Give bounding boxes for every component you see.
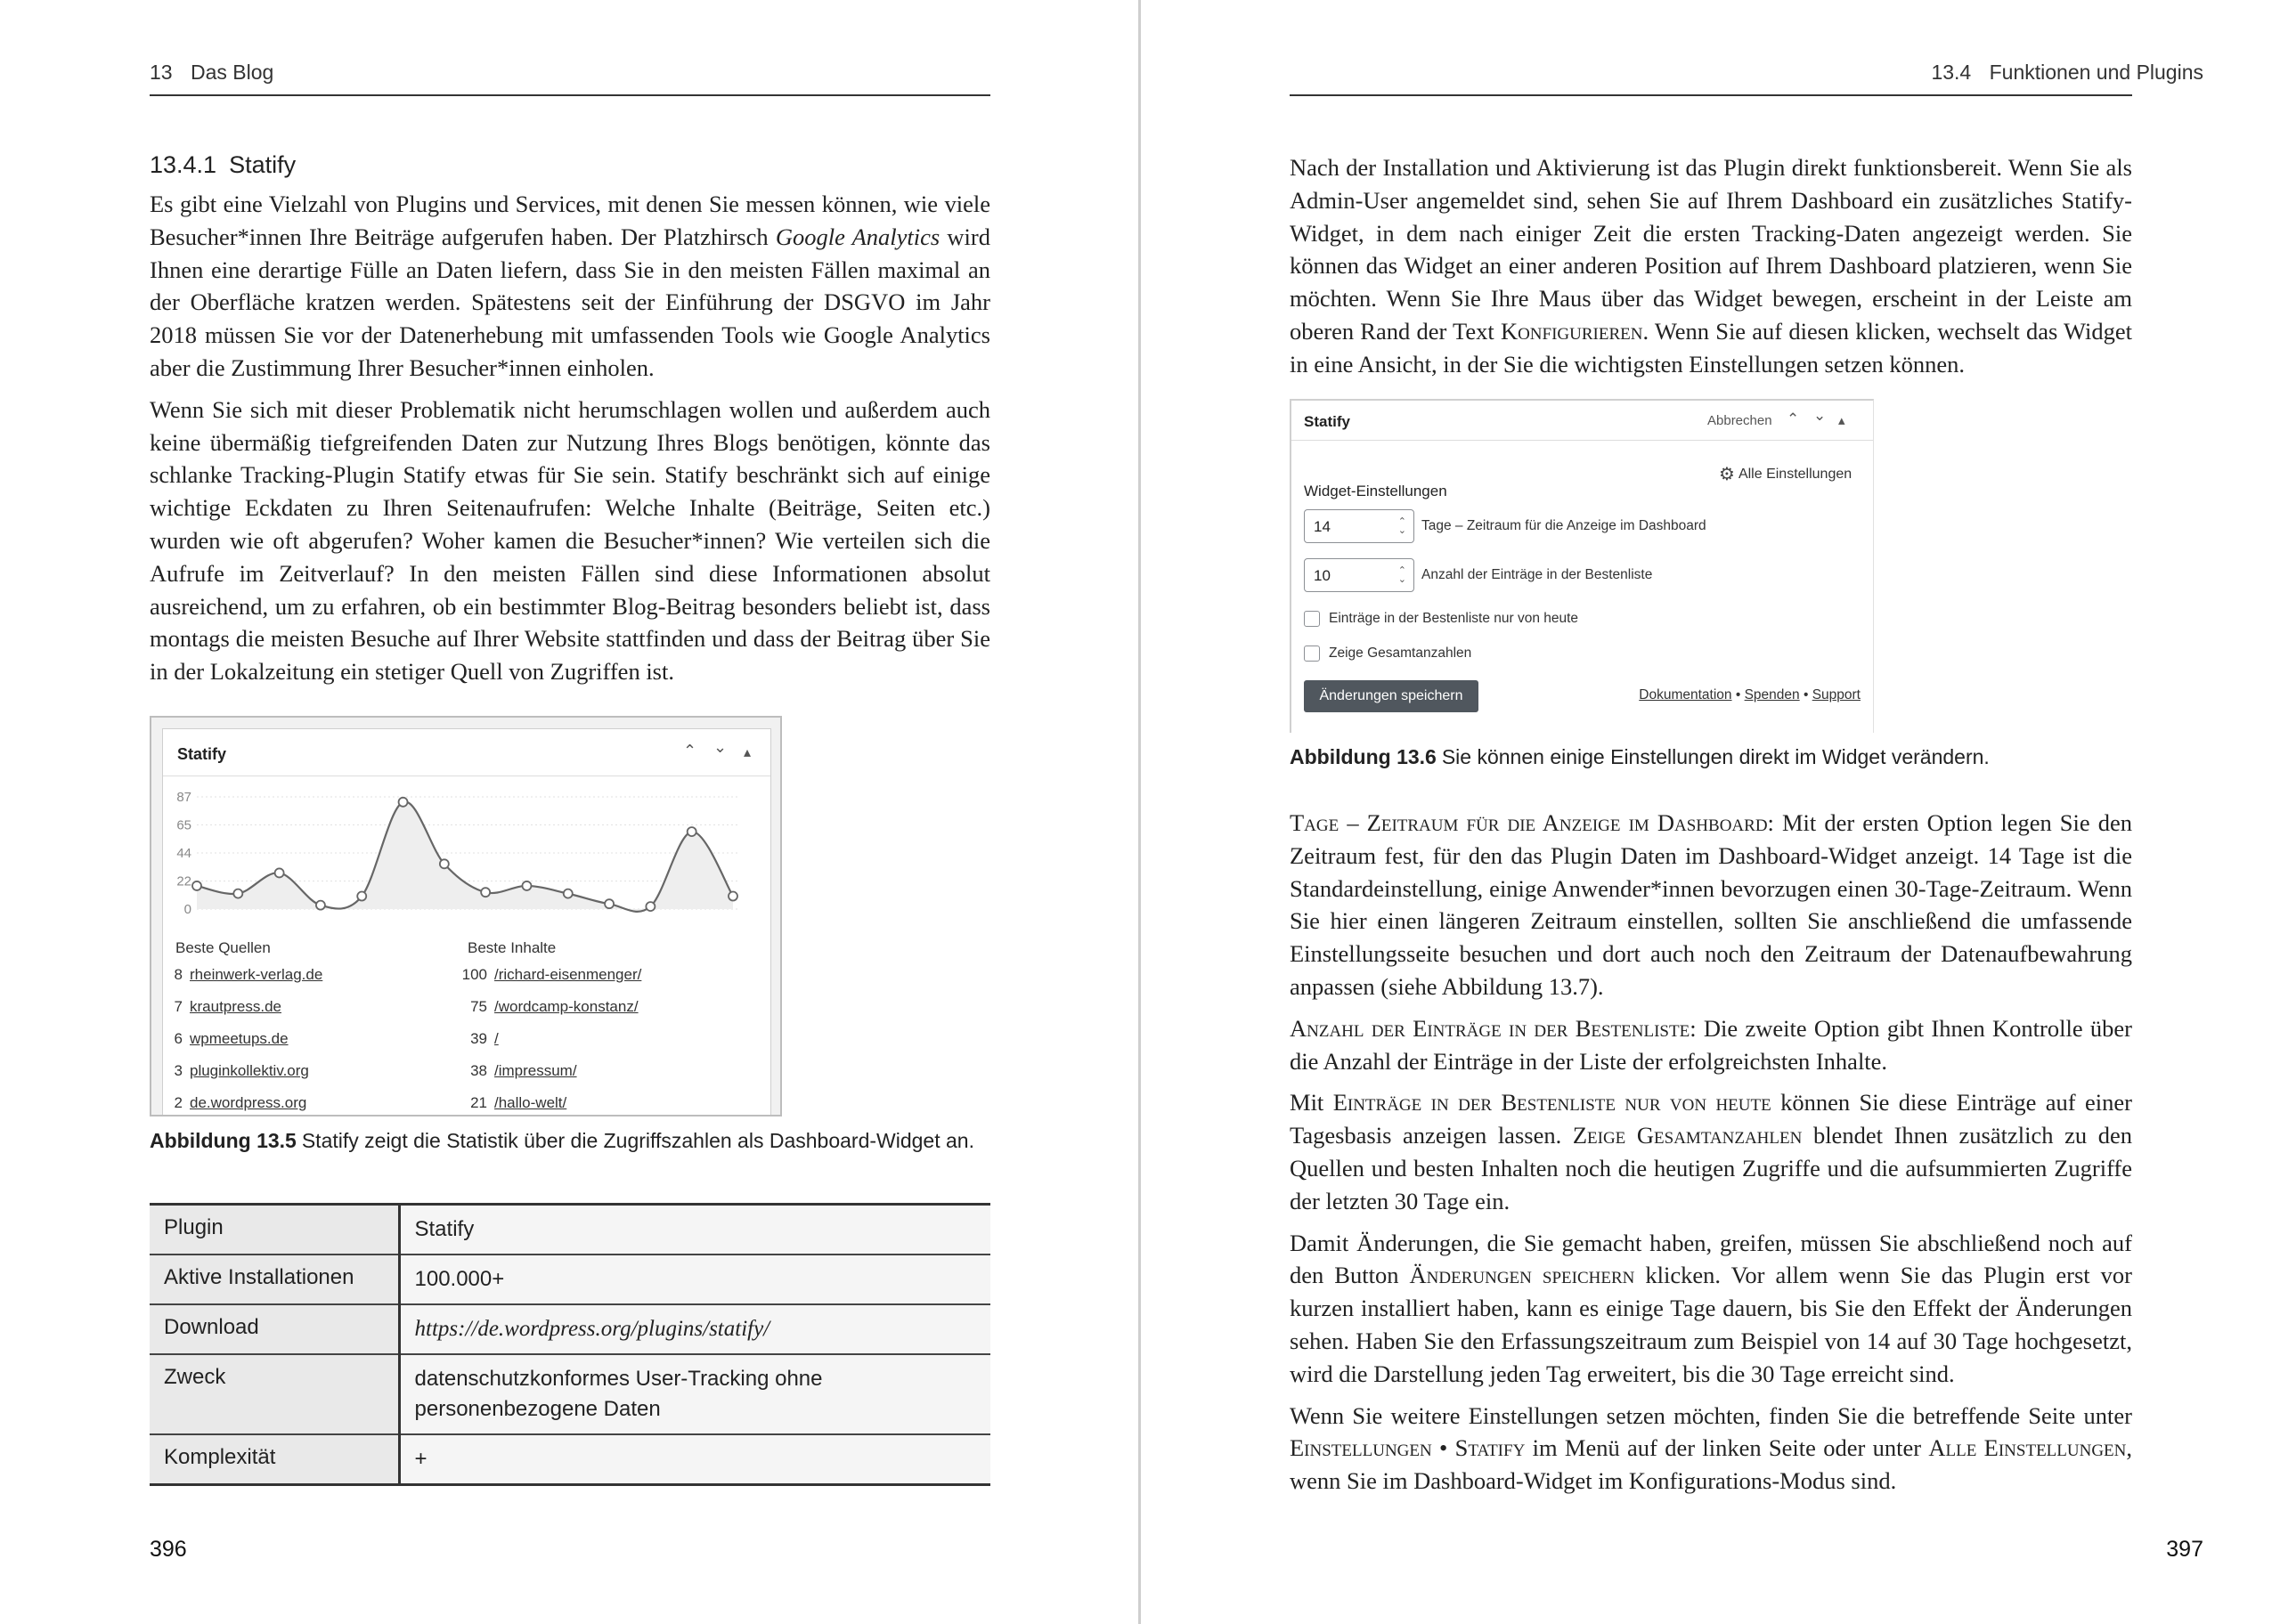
section-number: 13.4.1 [150,151,217,178]
chevron-down-icon[interactable]: ⌄ [713,738,728,757]
visits-line-chart [163,777,774,934]
data-point[interactable] [481,888,490,897]
data-point[interactable] [688,827,696,836]
top-content-heading: Beste Inhalte [468,939,557,956]
plugin-info-table [150,1203,990,1486]
data-point[interactable] [316,901,325,910]
cancel-link[interactable]: Abbrechen [1707,413,1772,428]
days-input-label: Tage – Zeitraum für die Anzeige im Dashboard [1421,518,1706,533]
source-link[interactable]: de.wordpress.org [190,1094,307,1111]
chevron-up-icon[interactable]: ⌃ [683,742,697,760]
table-value-cell: Statify [399,1205,990,1255]
collapse-triangle-icon[interactable]: ▴ [1838,412,1845,428]
entries-value: 10 [1314,567,1331,584]
source-list-item: 3 pluginkollektiv.org [174,1062,309,1079]
show-totals-label: Zeige Gesamtanzahlen [1329,646,1472,661]
days-value: 14 [1314,518,1331,535]
content-link[interactable]: /wordcamp-konstanz/ [494,998,639,1015]
y-tick-label: 87 [176,790,191,805]
running-header-right [1931,61,2203,85]
right-page [1141,0,2280,1624]
widget-title: Statify [177,745,227,763]
table-key-cell: Komplexität [150,1434,399,1485]
content-list-item: 21 /hallo-welt/ [470,1094,567,1111]
content-list-item: 39 / [470,1030,499,1047]
header-section-title: Funktionen und Plugins [1989,61,2203,84]
content-list-item: 75 /wordcamp-konstanz/ [470,998,639,1015]
entries-input-label: Anzahl der Einträge in der Bestenliste [1421,567,1653,582]
data-point[interactable] [646,902,655,911]
content-link[interactable]: /hallo-welt/ [494,1094,567,1111]
source-link[interactable]: rheinwerk-verlag.de [190,966,323,983]
content-list-item: 38 /impressum/ [470,1062,577,1079]
table-value-cell: + [399,1434,990,1485]
left-text-column [150,151,990,697]
widget-settings-label: Widget-Einstellungen [1304,483,1447,499]
today-only-checkbox[interactable] [1304,611,1320,627]
figure-caption-text: Statify zeigt die Statistik über die Zugriffszahlen als Dashboard-Widget an. [301,1129,974,1152]
save-changes-button[interactable]: Änderungen speichern [1304,680,1478,712]
figure-label: Abbildung 13.5 [150,1129,297,1152]
figure-caption-13-5 [150,1129,974,1153]
table-row [150,1434,990,1485]
y-tick-label: 65 [176,817,191,833]
paragraph: Wenn Sie sich mit dieser Problematik nicht herumschlagen wollen und außerdem auch keine übermäßig tiefgreifenden Daten zur Nutzung Ihres Blogs benötigen, könnte das schlanke Tracking-Plugin Statify etwas für Sie sein. Statify beschränkt sich auf einige wichtige Eckdaten zu Ihren Seitenaufrufen: Welche Inhalte (Beiträge, Seiten etc.) wurden wie oft abgerufen? Woher kamen die Besucher*innen? Wie verteilen sich die Aufrufe im Zeitverlauf? In den meisten Fällen sind diese Informationen absolut ausreichend, um zu erfahren, ob ein bestimmter Blog-Beitrag besonders beliebt ist, dass montags die meisten Besuche auf Ihrer Website stattfinden und dass der Beitrag über Sie in der Lokalzeitung ein stetiger Quell von Zugriffen ist. [150,395,990,686]
statify-stats-widget-figure [150,716,782,1116]
table-value-cell: datenschutzkonformes User-Tracking ohne personenbezogene Daten [399,1354,990,1434]
data-point[interactable] [357,892,366,901]
data-point[interactable] [564,889,573,898]
section-heading [150,151,990,179]
figure-caption-13-6 [1290,745,1990,769]
data-point[interactable] [605,899,614,908]
table-value-cell: 100.000+ [399,1255,990,1304]
source-list-item: 7 krautpress.de [174,998,281,1015]
table-key-cell: Zweck [150,1354,399,1434]
gear-icon: ⚙ [1719,463,1735,484]
source-list-item: 6 wpmeetups.de [174,1030,289,1047]
y-tick-label: 22 [176,873,191,889]
table-key-cell: Plugin [150,1205,399,1255]
y-tick-label: 0 [183,902,191,917]
data-point[interactable] [192,881,201,890]
show-totals-checkbox[interactable] [1304,646,1320,662]
paragraph: Nach der Installation und Aktivierung ist das Plugin direkt funktionsbereit. Wenn Sie als Admin-User angemeldet sind, sehen Sie auf Ihrem Dashboard ein zusätzliches Statify-Widget, in dem nach einiger Zeit die ersten Tracking-Daten angezeigt werden. Sie können das Widget an einer anderen Position auf Ihrem Dashboard platzieren, wenn Sie möchten. Wenn Sie Ihre Maus über das Widget bewegen, erscheint in der Leiste am oberen Rand der Text Konfigurieren. Wenn Sie auf diesen klicken, wechselt das Widget in eine Ansicht, in der Sie die wichtigsten Einstellungen setzen können. [1290,154,2132,378]
header-rule [1290,94,2132,96]
data-point[interactable] [522,881,531,890]
chart-y-ticks [176,790,191,917]
chevron-down-icon[interactable]: ⌄ [1813,407,1827,425]
table-key-cell: Download [150,1304,399,1354]
statify-widget-panel [162,728,771,1115]
right-text-column-top [1290,151,2132,390]
paragraph: Tage – Zeitraum für die Anzeige im Dashboard: Mit der ersten Option legen Sie den Zeitraum fest, für den das Plugin Daten im Dashboard-Widget anzeigt. 14 Tage ist die Standardeinstellung, einige Anwender*innen bevorzugen einen 30-Tage-Zeitraum. Wenn Sie hier einen längeren Zeitraum einstellen, sollten Sie anschließend die umfassende Einstellungsseite besuchen und dort auch noch den Zeitraum der Datenaufbewahrung anpassen (siehe Abbildung 13.7). [1290,809,2132,1000]
chevron-up-icon[interactable]: ⌃ [1787,410,1800,428]
data-point[interactable] [440,859,449,868]
chapter-title: Das Blog [190,61,274,84]
days-number-input[interactable] [1304,509,1414,543]
source-link[interactable]: pluginkollektiv.org [190,1062,309,1079]
widget-header-divider [163,775,770,776]
collapse-triangle-icon[interactable]: ▴ [744,743,752,760]
spinner-icon[interactable]: ⌃ ⌄ [1397,564,1406,585]
paragraph: Anzahl der Einträge in der Bestenliste: Die zweite Option gibt Ihnen Kontrolle über die Anzahl der Einträge in der Liste der erfolgreichsten Inhalte. [1290,1014,2132,1075]
settings-header-divider [1291,440,1873,441]
header-section-number: 13.4 [1931,61,1972,84]
documentation-link[interactable]: Dokumentation [1639,687,1732,702]
support-link[interactable]: Support [1812,687,1861,702]
content-list-item: 100 /richard-eisenmenger/ [461,966,642,983]
statify-settings-widget-figure [1290,399,1874,733]
table-row [150,1304,990,1354]
data-point[interactable] [275,868,284,877]
page-number-right: 397 [2166,1537,2203,1562]
table-row [150,1354,990,1434]
y-tick-label: 44 [176,846,191,861]
content-link[interactable]: /richard-eisenmenger/ [494,966,642,983]
section-title: Statify [229,151,297,178]
data-point[interactable] [233,889,242,898]
source-link[interactable]: krautpress.de [190,998,281,1015]
chart-area [197,801,733,912]
paragraph: Damit Änderungen, die Sie gemacht haben, greifen, müssen Sie abschließend noch auf den Button Änderungen speichern klicken. Vor allem wenn Sie das Plugin erst vor kurzen installiert haben, kann es einige Tage dauern, bis Sie den Effekt der Änderungen sehen. Haben Sie den Erfassungszeitraum zum Beispiel von 14 auf 30 Tage hochgesetzt, wird die Darstellung jeden Tag erweitert, bis die 30 Tage erreicht sind. [1290,1229,2132,1387]
table-row [150,1205,990,1255]
running-header-left [150,61,273,85]
top-sources-heading: Beste Quellen [175,939,271,956]
all-settings-label: Alle Einstellungen [1738,467,1852,482]
content-link[interactable]: /impressum/ [494,1062,577,1079]
header-rule [150,94,990,96]
left-page [0,0,1139,1624]
paragraph: Mit Einträge in der Bestenliste nur von heute können Sie diese Einträge auf einer Tagesbasis anzeigen lassen. Zeige Gesamtanzahlen blendet Ihnen zusätzlich zu den Quellen und besten Inhalten noch die heutigen Zugriffe und die aufsummierten Zugriffe der letzten 30 Tage ein. [1290,1089,2132,1214]
data-point[interactable] [399,798,408,807]
widget-footer-links: Dokumentation • Spenden • Support [1639,687,1861,702]
table-row [150,1255,990,1304]
chapter-number: 13 [150,61,173,84]
data-point[interactable] [729,892,737,901]
entries-number-input[interactable] [1304,558,1414,592]
content-link[interactable]: / [494,1030,499,1047]
table-key-cell: Aktive Installationen [150,1255,399,1304]
page-number-left: 396 [150,1537,187,1562]
settings-widget-title: Statify [1304,413,1350,430]
figure-caption-text: Sie können einige Einstellungen direkt im Widget verändern. [1441,745,1990,768]
paragraph: Es gibt eine Vielzahl von Plugins und Services, mit denen Sie messen können, wie viele Besucher*innen Ihre Beiträge aufgerufen haben. Der Platzhirsch Google Analytics wird Ihnen eine derartige Fülle an Daten liefern, dass Sie in den meisten Fällen maximal an der Oberfläche kratzen werden. Spätestens seit der Einführung der DSGVO im Jahr 2018 müssen Sie vor der Datenerhebung mit umfassenden Tools wie Google Analytics aber die Zustimmung Ihrer Besucher*innen einholen. [150,191,990,381]
figure-label: Abbildung 13.6 [1290,745,1437,768]
all-settings-link[interactable] [1719,463,1852,484]
donate-link[interactable]: Spenden [1744,687,1800,702]
today-only-label: Einträge in der Bestenliste nur von heute [1329,611,1579,626]
source-list-item: 2 de.wordpress.org [174,1094,307,1111]
spinner-icon[interactable]: ⌃ ⌄ [1397,516,1406,536]
table-value-cell[interactable]: https://de.wordpress.org/plugins/statify/ [399,1304,990,1354]
paragraph: Wenn Sie weitere Einstellungen setzen möchten, finden Sie die betreffende Seite unter Einstellungen • Statify im Menü auf der linken Seite oder unter Alle Einstellungen, wenn Sie im Dashboard-Widget im Konfigurations-Modus sind. [1290,1401,2133,1495]
source-list-item: 8 rheinwerk-verlag.de [174,966,323,983]
source-link[interactable]: wpmeetups.de [190,1030,289,1047]
right-text-column-bottom [1290,807,2132,1506]
